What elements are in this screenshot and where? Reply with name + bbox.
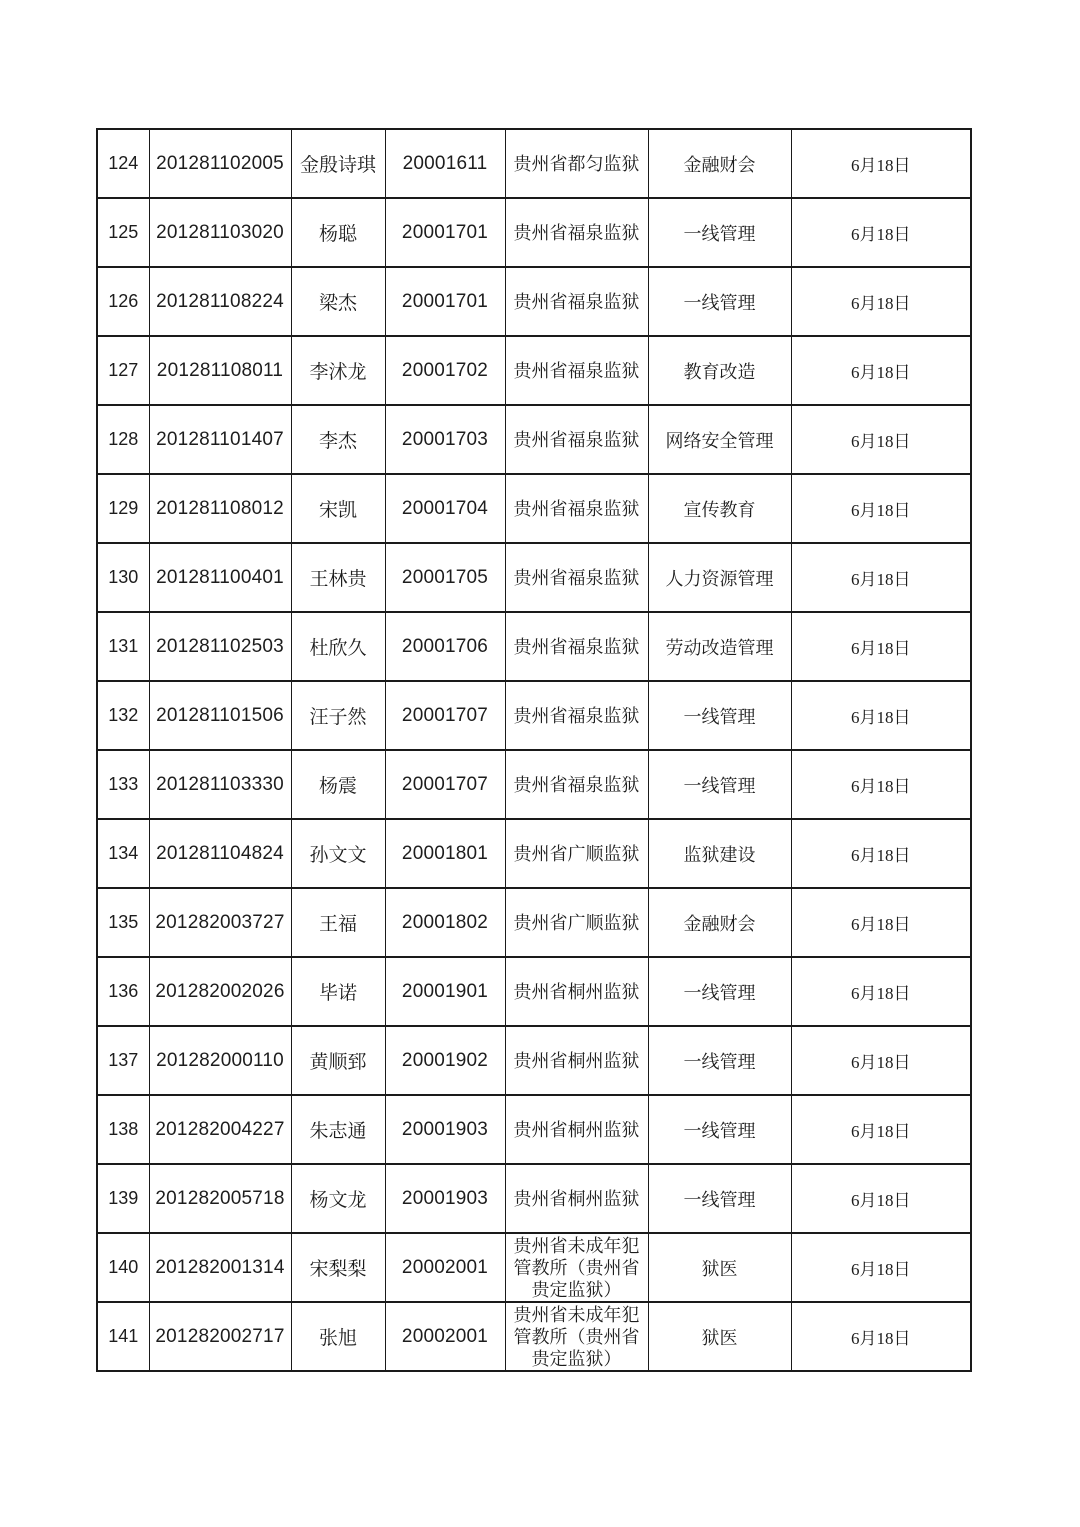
cell-row-number: 133 [97,750,149,819]
cell-row-number: 135 [97,888,149,957]
cell-position-code: 20001703 [385,405,505,474]
cell-name: 杨震 [291,750,385,819]
cell-position-code: 20001901 [385,957,505,1026]
cell-unit: 贵州省福泉监狱 [505,474,648,543]
cell-date: 6月18日 [791,1302,971,1371]
cell-candidate-id: 201281108224 [149,267,291,336]
cell-unit: 贵州省都匀监狱 [505,129,648,198]
cell-position-code: 20001702 [385,336,505,405]
cell-row-number: 134 [97,819,149,888]
cell-position-code: 20001903 [385,1164,505,1233]
table-row [97,1095,971,1164]
cell-row-number: 139 [97,1164,149,1233]
cell-name: 孙文文 [291,819,385,888]
cell-date: 6月18日 [791,129,971,198]
cell-date: 6月18日 [791,1095,971,1164]
cell-position: 一线管理 [648,267,791,336]
cell-row-number: 128 [97,405,149,474]
cell-candidate-id: 201282002026 [149,957,291,1026]
table-row [97,819,971,888]
table-row [97,888,971,957]
cell-row-number: 124 [97,129,149,198]
cell-row-number: 131 [97,612,149,681]
cell-candidate-id: 201282002717 [149,1302,291,1371]
cell-candidate-id: 201281101506 [149,681,291,750]
cell-unit: 贵州省广顺监狱 [505,819,648,888]
cell-position: 狱医 [648,1302,791,1371]
cell-position-code: 20001802 [385,888,505,957]
cell-position-code: 20002001 [385,1233,505,1302]
cell-position-code: 20001801 [385,819,505,888]
table-row [97,267,971,336]
cell-date: 6月18日 [791,474,971,543]
cell-position: 教育改造 [648,336,791,405]
cell-date: 6月18日 [791,888,971,957]
cell-name: 王福 [291,888,385,957]
cell-date: 6月18日 [791,405,971,474]
cell-unit: 贵州省桐州监狱 [505,1095,648,1164]
roster-table-body [97,129,971,1371]
cell-position-code: 20001701 [385,267,505,336]
cell-candidate-id: 201281103330 [149,750,291,819]
cell-name: 李沭龙 [291,336,385,405]
cell-candidate-id: 201281103020 [149,198,291,267]
cell-date: 6月18日 [791,336,971,405]
cell-unit: 贵州省福泉监狱 [505,198,648,267]
cell-name: 梁杰 [291,267,385,336]
cell-position: 一线管理 [648,957,791,1026]
cell-position: 一线管理 [648,1026,791,1095]
cell-row-number: 136 [97,957,149,1026]
cell-name: 王林贵 [291,543,385,612]
cell-name: 杨文龙 [291,1164,385,1233]
roster-table [96,128,972,1372]
cell-row-number: 126 [97,267,149,336]
cell-date: 6月18日 [791,957,971,1026]
cell-candidate-id: 201282005718 [149,1164,291,1233]
cell-name: 朱志通 [291,1095,385,1164]
cell-position: 狱医 [648,1233,791,1302]
cell-unit: 贵州省未成年犯管教所（贵州省贵定监狱） [505,1233,648,1302]
table-row [97,129,971,198]
cell-candidate-id: 201281102005 [149,129,291,198]
cell-position-code: 20001707 [385,681,505,750]
cell-row-number: 132 [97,681,149,750]
table-row [97,405,971,474]
cell-name: 金殷诗琪 [291,129,385,198]
cell-unit: 贵州省桐州监狱 [505,1026,648,1095]
cell-unit: 贵州省未成年犯管教所（贵州省贵定监狱） [505,1302,648,1371]
cell-position: 一线管理 [648,1164,791,1233]
table-row [97,957,971,1026]
cell-name: 宋梨梨 [291,1233,385,1302]
cell-unit: 贵州省福泉监狱 [505,612,648,681]
cell-position: 一线管理 [648,750,791,819]
table-row [97,681,971,750]
cell-position: 网络安全管理 [648,405,791,474]
cell-row-number: 141 [97,1302,149,1371]
cell-candidate-id: 201282001314 [149,1233,291,1302]
cell-name: 杨聪 [291,198,385,267]
cell-candidate-id: 201281102503 [149,612,291,681]
cell-name: 杜欣久 [291,612,385,681]
cell-position-code: 20001611 [385,129,505,198]
cell-position-code: 20001903 [385,1095,505,1164]
cell-name: 黄顺郅 [291,1026,385,1095]
cell-candidate-id: 201281100401 [149,543,291,612]
cell-date: 6月18日 [791,198,971,267]
cell-candidate-id: 201281108012 [149,474,291,543]
cell-date: 6月18日 [791,1164,971,1233]
cell-row-number: 140 [97,1233,149,1302]
cell-unit: 贵州省福泉监狱 [505,405,648,474]
cell-unit: 贵州省桐州监狱 [505,1164,648,1233]
cell-name: 李杰 [291,405,385,474]
cell-candidate-id: 201281108011 [149,336,291,405]
cell-position: 监狱建设 [648,819,791,888]
cell-date: 6月18日 [791,750,971,819]
table-row [97,612,971,681]
cell-unit: 贵州省桐州监狱 [505,957,648,1026]
cell-unit: 贵州省福泉监狱 [505,336,648,405]
cell-row-number: 137 [97,1026,149,1095]
cell-candidate-id: 201281104824 [149,819,291,888]
cell-position-code: 20001707 [385,750,505,819]
cell-position: 金融财会 [648,129,791,198]
cell-unit: 贵州省广顺监狱 [505,888,648,957]
cell-unit: 贵州省福泉监狱 [505,267,648,336]
cell-date: 6月18日 [791,267,971,336]
cell-unit: 贵州省福泉监狱 [505,543,648,612]
cell-date: 6月18日 [791,1026,971,1095]
cell-position-code: 20001706 [385,612,505,681]
cell-row-number: 127 [97,336,149,405]
cell-position-code: 20002001 [385,1302,505,1371]
cell-candidate-id: 201282003727 [149,888,291,957]
cell-position: 一线管理 [648,681,791,750]
cell-name: 宋凯 [291,474,385,543]
cell-row-number: 130 [97,543,149,612]
cell-candidate-id: 201281101407 [149,405,291,474]
cell-position: 一线管理 [648,198,791,267]
table-row [97,336,971,405]
table-row [97,1164,971,1233]
table-row [97,1026,971,1095]
table-row [97,474,971,543]
table-row [97,750,971,819]
cell-unit: 贵州省福泉监狱 [505,681,648,750]
table-row [97,1302,971,1371]
cell-name: 张旭 [291,1302,385,1371]
cell-row-number: 138 [97,1095,149,1164]
cell-row-number: 125 [97,198,149,267]
cell-date: 6月18日 [791,681,971,750]
cell-date: 6月18日 [791,612,971,681]
cell-position-code: 20001704 [385,474,505,543]
cell-position: 劳动改造管理 [648,612,791,681]
cell-row-number: 129 [97,474,149,543]
table-row [97,1233,971,1302]
cell-name: 毕诺 [291,957,385,1026]
cell-position-code: 20001902 [385,1026,505,1095]
table-row [97,198,971,267]
cell-date: 6月18日 [791,1233,971,1302]
cell-position: 金融财会 [648,888,791,957]
cell-date: 6月18日 [791,543,971,612]
cell-candidate-id: 201282004227 [149,1095,291,1164]
cell-date: 6月18日 [791,819,971,888]
cell-position: 宣传教育 [648,474,791,543]
cell-position: 一线管理 [648,1095,791,1164]
cell-position-code: 20001701 [385,198,505,267]
cell-position: 人力资源管理 [648,543,791,612]
cell-position-code: 20001705 [385,543,505,612]
cell-name: 汪子然 [291,681,385,750]
cell-unit: 贵州省福泉监狱 [505,750,648,819]
cell-candidate-id: 201282000110 [149,1026,291,1095]
table-row [97,543,971,612]
